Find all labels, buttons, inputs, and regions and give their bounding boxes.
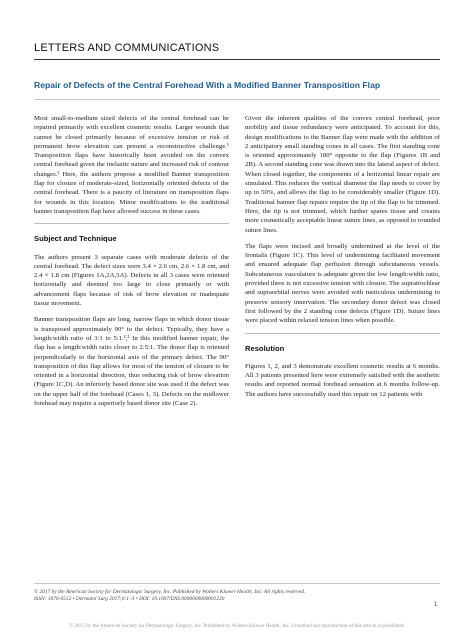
- intro-paragraph: Most small-to-medium sized defects of the central forehead can be repaired primarily with excellent cosmetic results. Larger wounds that cannot be closed primarily because of excessive tension or risk of permanent brow elevation can present a reconstructive challenge.¹ Transposition flaps have historically been avoided on the convex central forehead given the inelastic nature and increased risk of contour changes.² Here, the authors propose a modified Banner transposition flap for closure of moderate-sized, horizontally oriented defects of the central forehead. There is a paucity of literature on transposition flaps for wounds in this location. Minor modifications to the traditional banner transposition flap have allowed success in these cases.: [34, 115, 229, 215]
- watermark: © 2017 by the American Society for Dermatologic Surgery, Inc. Published by Wolters Kluwer Health, Inc. Unauthorized reproduction of this article is prohibited.: [69, 623, 405, 629]
- results-heading: Resolution: [245, 343, 285, 353]
- section-heading: LETTERS AND COMMUNICATIONS: [34, 42, 440, 60]
- footer-rule: [34, 583, 440, 584]
- body-paragraph: Figures 1, 2, and 3 demonstrate excellent cosmetic results at 6 months. All 3 patients presented here were extremely satisfied with the aesthetic results and reported normal forehead sensation at 6 months follow-up. The authors have successfully used this repair on 12 patients with: [245, 362, 440, 398]
- left-column: [34, 114, 229, 415]
- section-divider: [34, 223, 229, 224]
- title-rule-top: [34, 99, 440, 100]
- footer: [34, 589, 440, 604]
- citation-line: ISSN: 1076-0512 • Dermatol Surg 2017;0:1–3 • DOI: 10.1097/DSS.0000000000001230: [34, 596, 225, 603]
- body-paragraph: Given the inherent qualities of the convex central forehead, poor mobility and tissue redundancy were anticipated. To account for this, design modifications to the Banner flap were made with the addition of 2 anticipatory small standing cones in all cases. The first standing cone is oriented approximately 180° opposite to the flap (Figures 1B and 2B). A second standing cone was drawn into the lateral aspect of defect. When closed together, the components of a horizontal linear repair are simulated. This reduces the vertical diameter the flap needs to cover by up to 50%, and allows the flap to be considerably smaller (Figure 1D). Traditional banner flap repairs require the tip of the flap to be trimmed. Here, the tip is not trimmed, which further spares tissue and creates more cosmetically acceptable linear suture lines, as opposed to rounded suture lines.: [245, 115, 440, 234]
- copyright-line: © 2017 by the American Society for Dermatologic Surgery, Inc. Published by Wolters Kluwer Health, Inc. All rights reserved.: [34, 589, 306, 595]
- body-paragraph: The flaps were incised and broadly undermined at the level of the frontalis (Figure 1C). This level of undermining facilitated movement and ensured adequate flap perfusion through subcutaneous vessels. Subcutaneous vasculature is adequate given the low length:width ratio, provided there is not excessive tension with closure. The supratrochlear and supraorbital nerves were avoided with meticulous undermining to preserve sensory innervation. The secondary donor defect was closed first followed by the 2 standing cone defects (Figure 1D). Suture lines were placed within relaxed tension lines when possible.: [245, 242, 440, 325]
- section-divider: [245, 333, 440, 334]
- body-paragraph: The authors present 3 separate cases with moderate defects of the central forehead. The defect sizes were 3.4 × 2.6 cm, 2.6 × 1.8 cm, and 2.4 × 1.8 cm (Figures 1A,2A,3A). Defects in all 3 cases were oriented horizontally and deemed too large to close primarily or with advancement flaps because of risk of brow elevation or inadequate tissue movement.: [34, 253, 229, 308]
- page-number: 1: [434, 602, 438, 608]
- subject-heading: Subject and Technique: [34, 234, 117, 244]
- right-column: [245, 114, 440, 406]
- article-title: Repair of Defects of the Central Forehead With a Modified Banner Transposition Flap: [34, 80, 381, 90]
- body-paragraph: Banner transposition flaps are long, narrow flaps in which donor tissue is transposed approximately 90° to the defect. Typically, they have a length:width ratio of 3:1 to 5:1.²,³ In this modified banner repair, the flap has a length:width ratio closer to 2.5:1. The donor flap is oriented perpendicularly to the horizontal axis of the primary defect. The 90° transposition of this flap allows for most of the tension of closure to be oriented in a horizontal direction, thus reducing risk of brow elevation (Figure 1C,D). An inferiorly based donor site was used if the defect was on the upper half of the forehead (Cases 1, 3). Defects on the midlower forehead may require a superiorly based donor site (Case 2).: [34, 316, 229, 408]
